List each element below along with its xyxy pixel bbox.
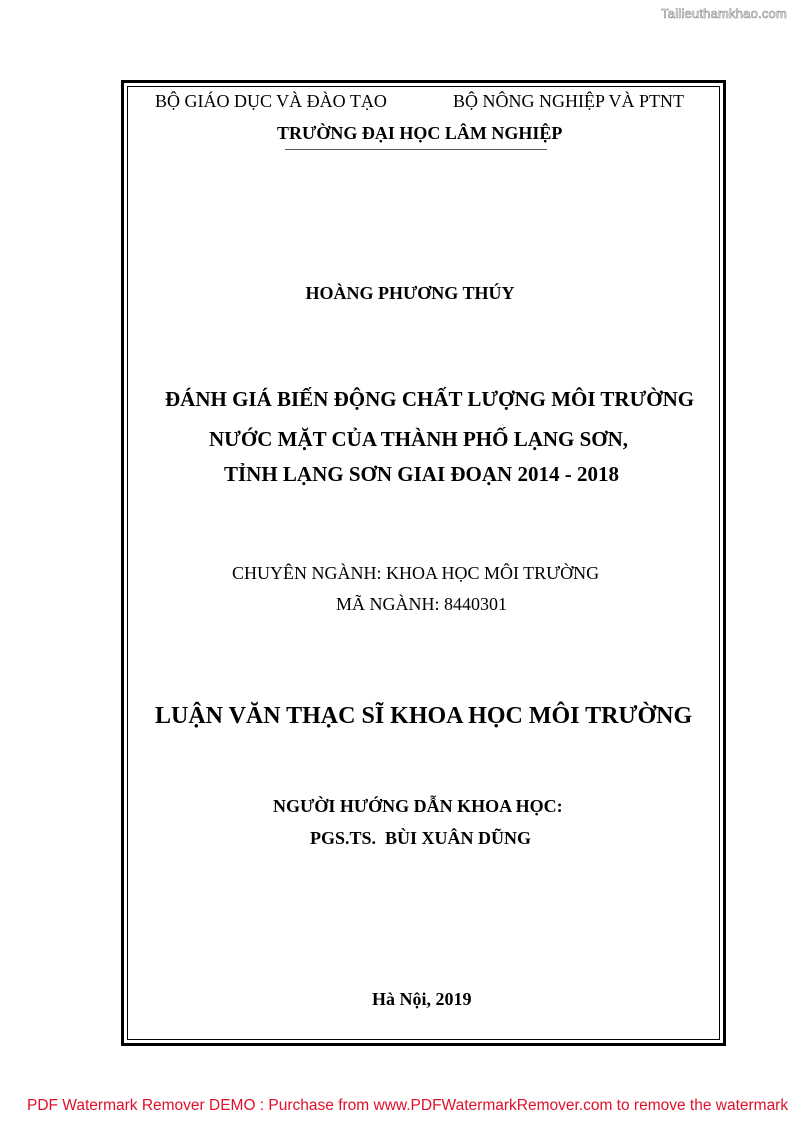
author-name: HOÀNG PHƯƠNG THÚY: [305, 283, 515, 303]
major-code: MÃ NGÀNH: 8440301: [336, 594, 507, 614]
title-line-1: ĐÁNH GIÁ BIẾN ĐỘNG CHẤT LƯỢNG MÔI TRƯỜNG: [165, 387, 695, 411]
ministry-right: BỘ NÔNG NGHIỆP VÀ PTNT: [453, 91, 685, 111]
major: CHUYÊN NGÀNH: KHOA HỌC MÔI TRƯỜNG: [232, 563, 600, 583]
university-name: TRƯỜNG ĐẠI HỌC LÂM NGHIỆP: [277, 123, 563, 143]
ministry-left: BỘ GIÁO DỤC VÀ ĐÀO TẠO: [155, 91, 387, 111]
degree-title: LUẬN VĂN THẠC SĨ KHOA HỌC MÔI TRƯỜNG: [155, 703, 693, 729]
advisor-name: PGS.TS. BÙI XUÂN DŨNG: [310, 828, 532, 848]
title-line-2: NƯỚC MẶT CỦA THÀNH PHỐ LẠNG SƠN,: [209, 427, 629, 451]
place-date: Hà Nội, 2019: [372, 989, 472, 1009]
university-underline: [285, 149, 547, 150]
demo-watermark: PDF Watermark Remover DEMO : Purchase from www.PDFWatermarkRemover.com to remove the watermark: [27, 1097, 789, 1114]
title-line-3: TỈNH LẠNG SƠN GIAI ĐOẠN 2014 - 2018: [224, 462, 619, 486]
advisor-label: NGƯỜI HƯỚNG DẪN KHOA HỌC:: [273, 796, 563, 816]
site-watermark: Tailieuthamkhao.com: [661, 6, 787, 21]
